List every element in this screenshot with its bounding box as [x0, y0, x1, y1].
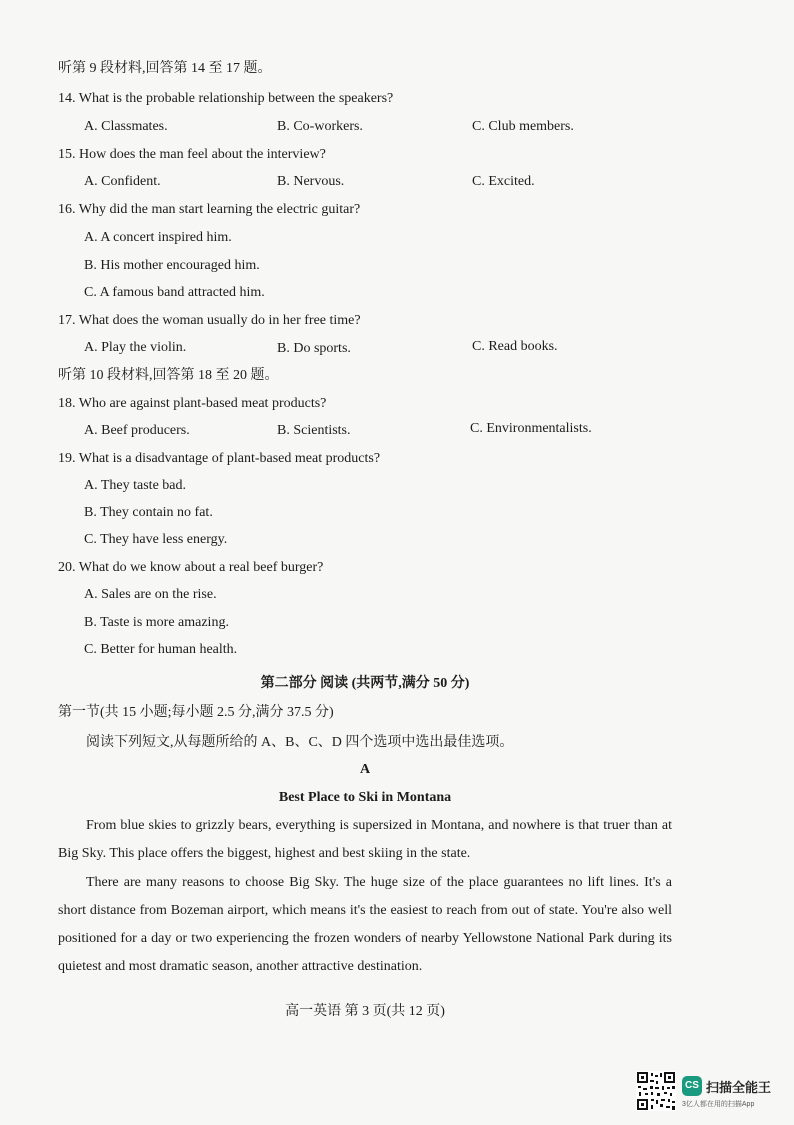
part2-title: 第二部分 阅读 (共两节,满分 50 分) — [260, 676, 470, 691]
question-16-option-a: A. A concert inspired him. — [84, 230, 232, 245]
question-16-option-c: C. A famous band attracted him. — [84, 285, 265, 300]
question-14-option-a: A. Classmates. — [84, 119, 168, 134]
question-17-option-a: A. Play the violin. — [84, 340, 187, 355]
question-14-option-b: B. Co-workers. — [277, 119, 363, 134]
question-20-option-a: A. Sales are on the rise. — [84, 587, 217, 602]
question-18-option-a: A. Beef producers. — [84, 423, 190, 438]
question-19-option-b: B. They contain no fat. — [84, 505, 213, 520]
camscanner-tagline: 3亿人都在用的扫描App — [682, 1101, 755, 1108]
camscanner-name: 扫描全能王 — [706, 1080, 772, 1095]
question-20-option-b: B. Taste is more amazing. — [84, 615, 229, 630]
question-18-option-c: C. Environmentalists. — [470, 421, 592, 436]
question-19-stem: 19. What is a disadvantage of plant-based meat products? — [58, 451, 381, 466]
passage-letter: A — [359, 762, 371, 777]
question-19-option-c: C. They have less energy. — [84, 532, 228, 547]
section1-heading: 第一节(共 15 小题;每小题 2.5 分,满分 37.5 分) — [58, 705, 334, 720]
camscanner-logo: CS — [682, 1076, 702, 1096]
passage-title: Best Place to Ski in Montana — [278, 790, 452, 805]
listening-heading-9: 听第 9 段材料,回答第 14 至 17 题。 — [58, 61, 272, 76]
question-16-option-b: B. His mother encouraged him. — [84, 258, 260, 273]
question-16-stem: 16. Why did the man start learning the electric guitar? — [58, 202, 361, 217]
question-14-stem: 14. What is the probable relationship between the speakers? — [58, 91, 394, 106]
question-17-option-c: C. Read books. — [472, 339, 558, 354]
passage-paragraph-1: From blue skies to grizzly bears, everything is supersized in Montana, and nowhere is that truer than at Big Sky. This place offers the biggest, highest and best skiing in the state. — [58, 818, 672, 861]
question-20-stem: 20. What do we know about a real beef burger? — [58, 560, 324, 575]
question-17-stem: 17. What does the woman usually do in her free time? — [58, 313, 361, 328]
question-15-option-b: B. Nervous. — [277, 174, 345, 189]
question-15-option-a: A. Confident. — [84, 174, 161, 189]
page-footer: 高一英语 第 3 页(共 12 页) — [285, 1004, 445, 1019]
question-14-option-c: C. Club members. — [472, 119, 574, 134]
question-15-stem: 15. How does the man feel about the interview? — [58, 147, 326, 162]
qr-code-icon — [636, 1071, 676, 1111]
question-20-option-c: C. Better for human health. — [84, 642, 238, 657]
question-15-option-c: C. Excited. — [472, 174, 535, 189]
question-18-stem: 18. Who are against plant-based meat products? — [58, 396, 327, 411]
listening-heading-10: 听第 10 段材料,回答第 18 至 20 题。 — [58, 368, 279, 383]
question-19-option-a: A. They taste bad. — [84, 478, 186, 493]
reading-instruction: 阅读下列短文,从每题所给的 A、B、C、D 四个选项中选出最佳选项。 — [86, 735, 514, 750]
question-18-option-b: B. Scientists. — [277, 423, 351, 438]
passage-paragraph-2: There are many reasons to choose Big Sky. The huge size of the place guarantees no lift lines. It's a short distance from Bozeman airport, which means it's the easiest to reach from out of state. You're also well positioned for a day or two experiencing the frozen wonders of nearby Yellowstone National Park during its quietest and most dramatic season, another attractive destination. — [58, 875, 672, 974]
question-17-option-b: B. Do sports. — [277, 341, 351, 356]
